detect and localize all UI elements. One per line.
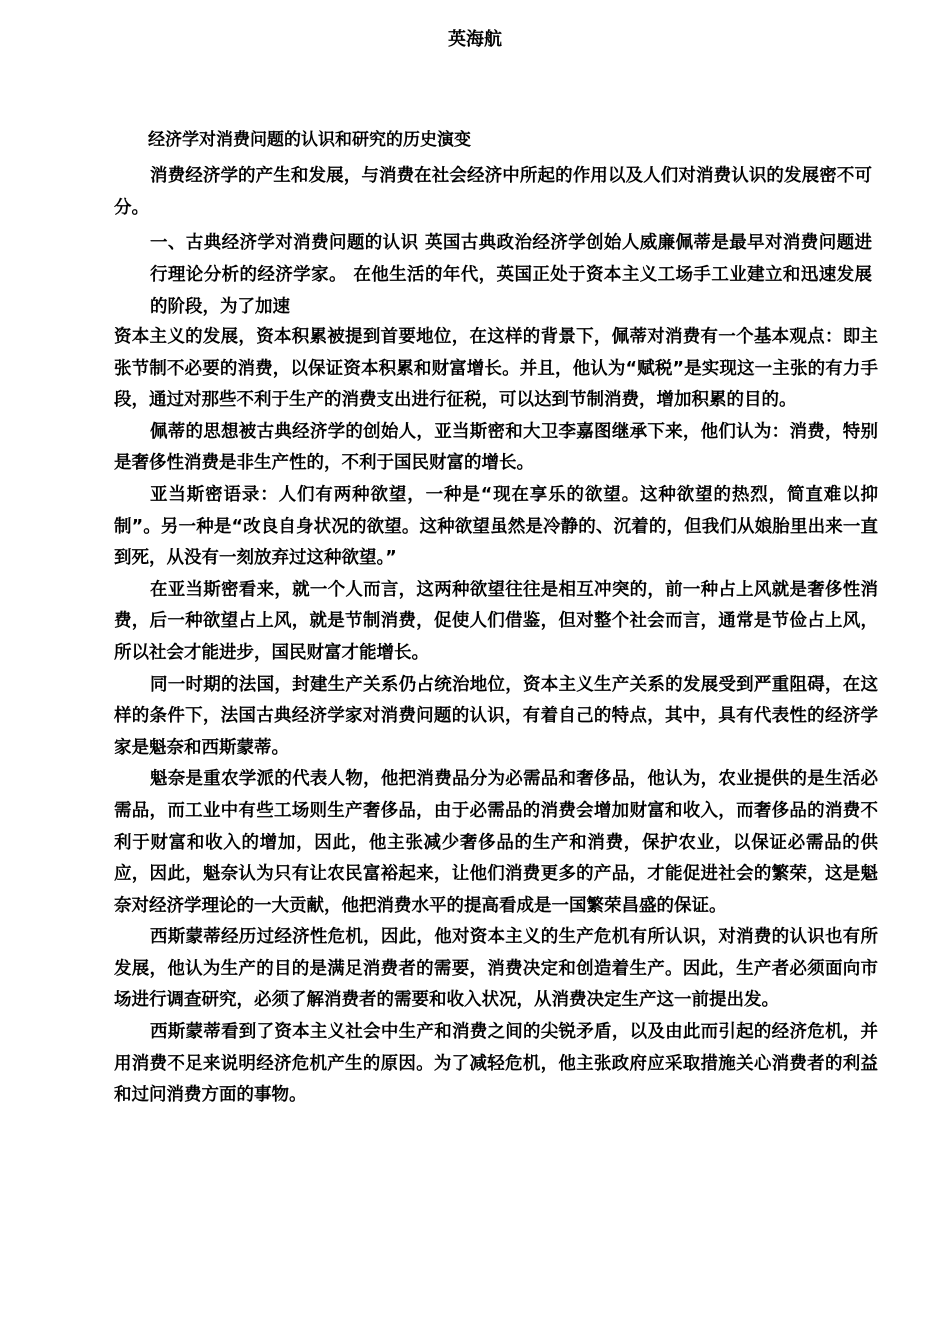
paragraph-sismondi-crisis: 西斯蒙蒂经历过经济性危机，因此，他对资本主义的生产危机有所认识，对消费的认识也有所发展，他认为生产的目的是满足消费者的需要，消费决定和创造着生产。因此，生产者必须面向市场进行调查研究，必须了解消费者的需要和收入状况，从消费决定生产这一前提出发。	[114, 927, 878, 1011]
paragraph-smith-quote: 亚当斯密语录：人们有两种欲望，一种是“现在享乐的欲望。这种欲望的热烈，简直难以抑制”。另一种是“改良自身状况的欲望。这种欲望虽然是冷静的、沉着的，但我们从娘胎里出来一直到死，从没有一刻放弃过这种欲望。”	[114, 484, 878, 569]
section-one-lead: 一、古典经济学对消费问题的认识 英国古典政治经济学创始人威廉佩蒂是最早对消费问题进行理论分析的经济学家。 在他生活的年代，英国正处于资本主义工场手工业建立和迅速发展的阶段，为了加速	[150, 233, 872, 317]
paragraph-quesnay: 魁奈是重农学派的代表人物，他把消费品分为必需品和奢侈品，他认为，农业提供的是生活必需品，而工业中有些工场则生产奢侈品，由于必需品的消费会增加财富和收入，而奢侈品的消费不利于财富和收入的增加，因此，他主张减少奢侈品的生产和消费，保护农业，以保证必需品的供应，因此，魁奈认为只有让农民富裕起来，让他们消费更多的产品，才能促进社会的繁荣，这是魁奈对经济学理论的一大贡献，他把消费水平的提高看成是一国繁荣昌盛的保证。	[114, 769, 878, 916]
paragraph-sismondi-contradiction: 西斯蒙蒂看到了资本主义社会中生产和消费之间的尖锐矛盾，以及由此而引起的经济危机，并用消费不足来说明经济危机产生的原因。为了减轻危机，他主张政府应采取措施关心消费者的利益和过问消费方面的事物。	[114, 1022, 878, 1106]
body-text	[114, 322, 878, 1112]
paragraph-france: 同一时期的法国，封建生产关系仍占统治地位，资本主义生产关系的发展受到严重阻碍，在这样的条件下，法国古典经济学家对消费问题的认识，有着自己的特点，其中，具有代表性的经济学家是魁奈和西斯蒙蒂。	[114, 674, 878, 758]
article-title: 经济学对消费问题的认识和研究的历史演变	[148, 130, 471, 150]
paragraph-petty-view: 资本主义的发展，资本积累被提到首要地位，在这样的背景下，佩蒂对消费有一个基本观点：即主张节制不必要的消费，以保证资本积累和财富增长。并且，他认为“赋税”是实现这一主张的有力手段，通过对那些不利于生产的消费支出进行征税，可以达到节制消费，增加积累的目的。	[114, 327, 878, 411]
page-header-author: 英海航	[448, 29, 502, 50]
intro-paragraph: 消费经济学的产生和发展，与消费在社会经济中所起的作用以及人们对消费认识的发展密不可分。	[114, 166, 872, 218]
paragraph-smith-view: 在亚当斯密看来，就一个人而言，这两种欲望往往是相互冲突的，前一种占上风就是奢侈性消费，后一种欲望占上风，就是节制消费，促使人们借鉴，但对整个社会而言，通常是节俭占上风，所以社会才能进步，国民财富才能增长。	[114, 579, 878, 663]
paragraph-petty-legacy: 佩蒂的思想被古典经济学的创始人，亚当斯密和大卫李嘉图继承下来，他们认为：消费，特别是奢侈性消费是非生产性的，不利于国民财富的增长。	[114, 421, 878, 474]
